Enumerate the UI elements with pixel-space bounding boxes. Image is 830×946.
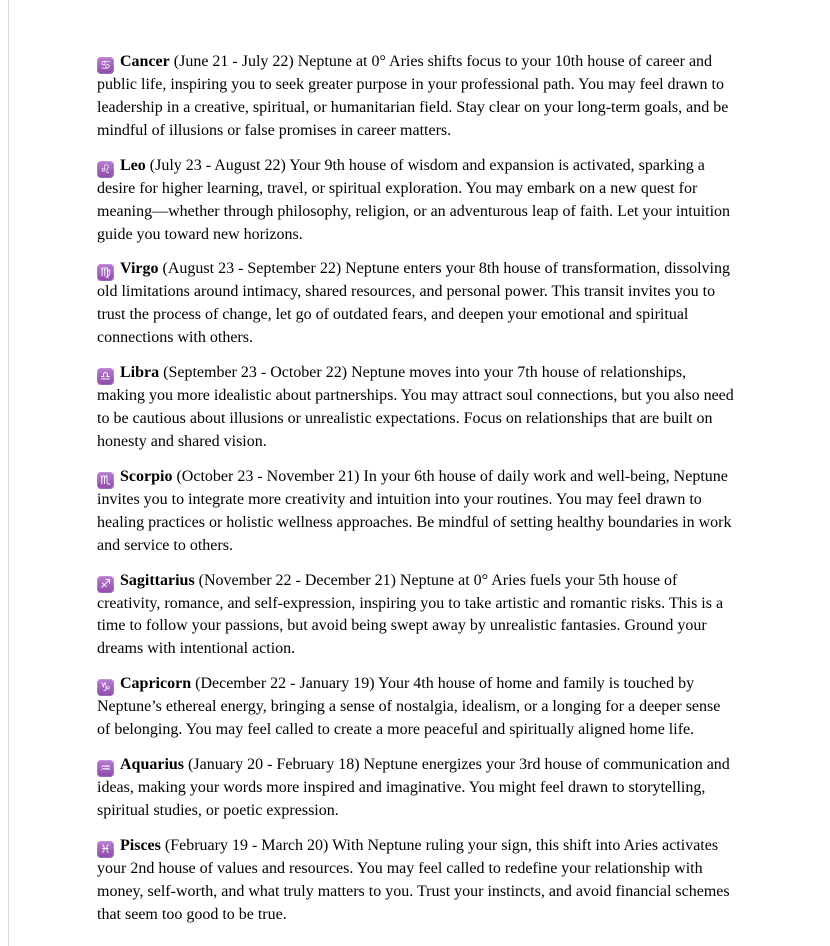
- sign-name: Scorpio: [120, 467, 173, 485]
- sign-name: Libra: [120, 364, 160, 382]
- zodiac-entry-leo: [97, 155, 735, 247]
- sign-dates: (October 23 - November 21): [176, 467, 360, 485]
- zodiac-entry-virgo: [97, 258, 735, 350]
- sign-description: Neptune at 0° Aries shifts focus to your 10th house of career and public life, inspiring you to seek greater purpose in your professional path. You may feel drawn to leadership in a creative, spiritual, or humanitarian field. Stay clear on your long-term goals, and be mindful of illusions or false promises in career matters.: [97, 53, 729, 139]
- sign-description: Your 9th house of wisdom and expansion is activated, sparking a desire for higher learning, travel, or spiritual exploration. You may embark on a new quest for meaning—whether through philosophy, religion, or an adventurous leap of faith. Let your intuition guide you toward new horizons.: [97, 156, 731, 243]
- sign-name: Capricorn: [120, 675, 192, 693]
- sign-name: Pisces: [120, 836, 161, 854]
- sign-description: Neptune energizes your 3rd house of communication and ideas, making your words more inspired and imaginative. You might feel drawn to storytelling, spiritual studies, or poetic expression.: [97, 756, 730, 819]
- sign-dates: (December 22 - January 19): [195, 675, 375, 693]
- libra-icon: ♎: [97, 368, 114, 385]
- pisces-icon: ♓: [97, 841, 114, 858]
- sign-description: In your 6th house of daily work and well-being, Neptune invites you to integrate more creativity and intuition into your routines. You may feel drawn to healing practices or holistic wellness approaches. Be mindful of setting healthy boundaries in work and service to others.: [97, 467, 732, 554]
- zodiac-entry-sagittarius: [97, 570, 735, 662]
- sign-dates: (February 19 - March 20): [164, 836, 329, 854]
- zodiac-entry-libra: [97, 362, 735, 454]
- zodiac-entry-capricorn: [97, 673, 735, 742]
- sign-name: Cancer: [120, 53, 170, 70]
- sign-dates: (July 23 - August 22): [149, 156, 286, 174]
- zodiac-entry-aquarius: [97, 754, 735, 823]
- sign-dates: (June 21 - July 22): [173, 53, 294, 70]
- scorpio-icon: ♏: [97, 472, 114, 489]
- sign-dates: (September 23 - October 22): [163, 364, 348, 382]
- zodiac-entry-scorpio: [97, 466, 735, 558]
- aquarius-icon: ♒: [97, 760, 114, 777]
- sign-dates: (November 22 - December 21): [198, 571, 396, 589]
- sagittarius-icon: ♐: [97, 576, 114, 593]
- window-edge-divider: [8, 0, 9, 946]
- sign-description: With Neptune ruling your sign, this shift into Aries activates your 2nd house of values and resources. You may feel called to redefine your relationship with money, self-worth, and what truly matters to you. Trust your instincts, and avoid financial schemes that seem too good to be true.: [97, 836, 730, 923]
- sign-dates: (January 20 - February 18): [188, 756, 360, 774]
- sign-description: Neptune at 0° Aries fuels your 5th house of creativity, romance, and self-expression, inspiring you to take artistic and romantic risks. This is a time to follow your passions, but avoid being swept away by unrealistic fantasies. Ground your dreams with intentional action.: [97, 571, 724, 658]
- sign-name: Aquarius: [120, 756, 185, 774]
- sign-name: Virgo: [120, 260, 159, 278]
- sign-description: Neptune enters your 8th house of transformation, dissolving old limitations around intimacy, shared resources, and personal power. This transit invites you to trust the process of change, let go of outdated fears, and deepen your emotional and spiritual connections with others.: [97, 260, 730, 347]
- sign-dates: (August 23 - September 22): [162, 260, 342, 278]
- sign-description: Your 4th house of home and family is touched by Neptune’s ethereal energy, bringing a sense of nostalgia, idealism, or a longing for a deeper sense of belonging. You may feel called to create a more peaceful and spiritually aligned home life.: [97, 675, 721, 739]
- virgo-icon: ♍: [97, 264, 114, 281]
- zodiac-entry-cancer: [97, 51, 735, 143]
- cancer-icon: ♋: [97, 57, 114, 74]
- sign-name: Leo: [120, 156, 146, 174]
- sign-name: Sagittarius: [120, 571, 195, 589]
- capricorn-icon: ♑: [97, 679, 114, 696]
- sign-description: Neptune moves into your 7th house of relationships, making you more idealistic about partnerships. You may attract soul connections, but you also need to be cautious about illusions or unrealistic expectations. Focus on relationships that are built on honesty and shared vision.: [97, 364, 734, 450]
- zodiac-entry-pisces: [97, 835, 735, 927]
- leo-icon: ♌: [97, 161, 114, 178]
